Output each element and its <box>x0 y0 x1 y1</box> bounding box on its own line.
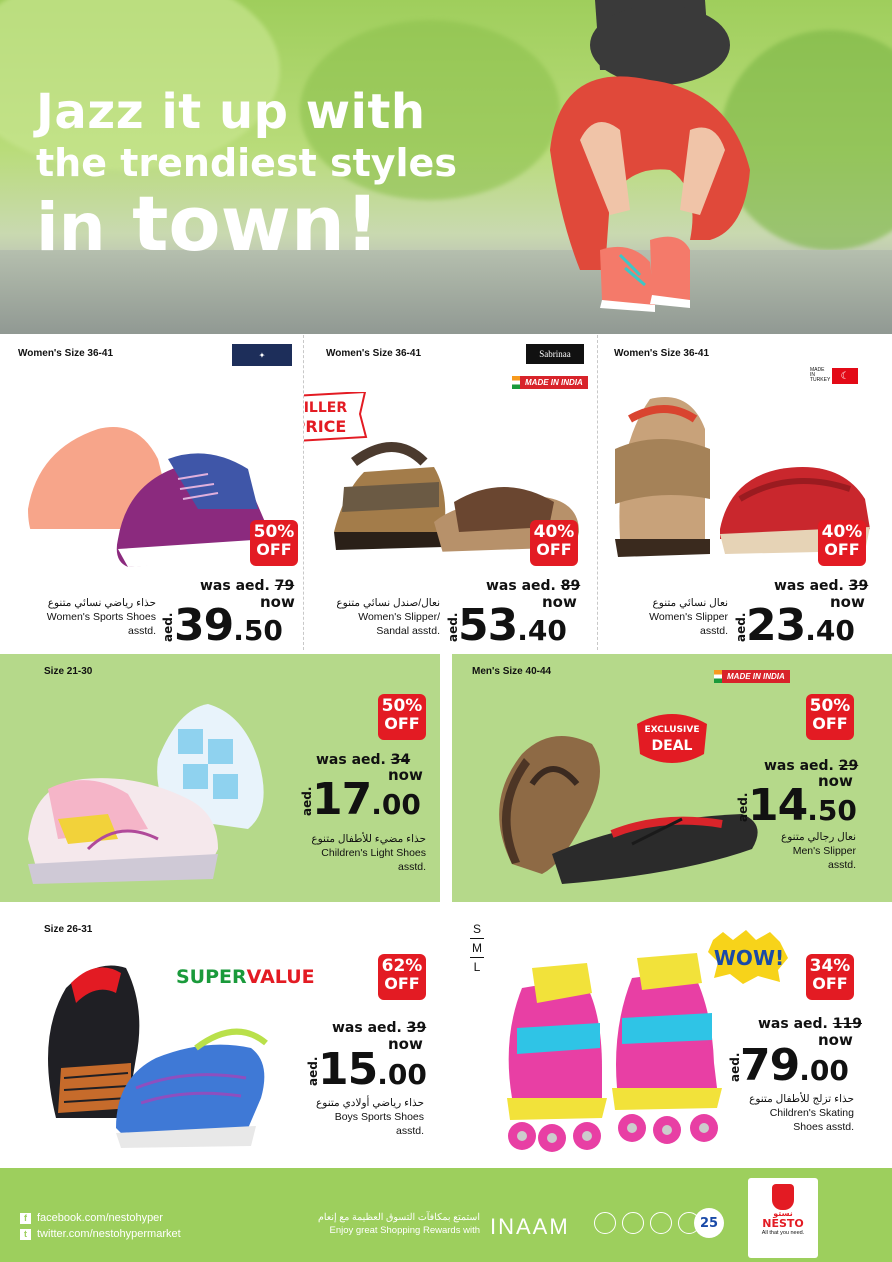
now-label: now <box>818 772 853 790</box>
was-price-value: 29 <box>838 758 859 774</box>
name-english-1: Boys Sports Shoes <box>334 1111 424 1124</box>
now-label: now <box>542 593 577 611</box>
name-arabic: حذاء تزلج للأطفال متنوع <box>749 1093 854 1105</box>
price-decimal: .50 <box>233 614 283 647</box>
discount-percent: 34% <box>809 956 851 976</box>
rewards-arabic: استمتع بمكافآت التسوق العظيمة مع إنعام <box>317 1212 480 1223</box>
was-price-value: 39 <box>406 1020 427 1036</box>
price-decimal: .00 <box>799 1054 849 1087</box>
size-m: M <box>470 938 484 957</box>
product-description <box>738 830 856 873</box>
size-label: Size 26-31 <box>44 924 93 935</box>
twitter-icon: t <box>20 1229 31 1240</box>
facebook-text: facebook.com/nestohyper <box>37 1212 163 1224</box>
now-label: now <box>388 766 423 784</box>
made-in-turkey-label: MADE IN TURKEY <box>810 367 831 383</box>
name-english-2: Sandal asstd. <box>376 625 440 638</box>
product-description <box>8 596 156 639</box>
was-label: was aed. <box>316 752 386 768</box>
brand-logo: ✦ <box>232 344 292 366</box>
name-arabic: حذاء رياضي نسائي متنوع <box>47 597 156 609</box>
product-card-boys-sports-shoes[interactable] <box>0 908 440 1166</box>
was-label: was aed. <box>774 578 844 594</box>
nesto-bag-icon <box>772 1184 794 1210</box>
hero-line-1: Jazz it up with <box>36 84 426 140</box>
footer <box>0 1168 892 1262</box>
discount-percent: 40% <box>533 522 575 542</box>
rewards-text <box>290 1212 480 1238</box>
product-description <box>716 1092 854 1135</box>
was-price-value: 39 <box>848 578 869 594</box>
product-description <box>598 596 728 639</box>
sale-price <box>740 1040 849 1091</box>
now-label: now <box>818 1031 853 1049</box>
now-label: now <box>388 1035 423 1053</box>
exclusive-text: EXCLUSIVE <box>644 725 700 735</box>
light-shoes-image <box>28 699 278 894</box>
name-arabic: حذاء رياضي أولادي متنوع <box>316 1097 424 1109</box>
price-integer: 23 <box>746 600 806 651</box>
name-arabic: حذاء مضيء للأطفال متنوع <box>311 833 426 845</box>
rewards-english: Enjoy great Shopping Rewards with <box>329 1224 480 1236</box>
discount-badge <box>530 520 578 566</box>
product-card-womens-slipper-sandal[interactable] <box>292 334 596 652</box>
was-price <box>332 1020 426 1036</box>
product-card-childrens-skating-shoes[interactable] <box>452 908 892 1166</box>
price-integer: 14 <box>748 780 808 831</box>
price-decimal: .00 <box>377 1058 427 1091</box>
value-text: VALUE <box>246 966 315 988</box>
twitter-text: twitter.com/nestohypermarket <box>37 1228 181 1240</box>
size-label: Women's Size 36-41 <box>326 348 422 359</box>
was-label: was aed. <box>200 578 270 594</box>
was-label: was aed. <box>758 1016 828 1032</box>
currency-label: aed. <box>734 612 748 642</box>
currency-label: aed. <box>736 792 750 822</box>
discount-percent: 50% <box>809 696 851 716</box>
product-description <box>276 1096 424 1139</box>
was-price-value: 79 <box>274 578 295 594</box>
now-label: now <box>830 593 865 611</box>
nesto-tagline: All that you need. <box>761 1230 805 1237</box>
price-decimal: .40 <box>517 614 567 647</box>
turkey-flag-icon: ☾ <box>832 368 858 384</box>
runner-image <box>540 0 760 320</box>
was-price-value: 89 <box>560 578 581 594</box>
price-decimal: .40 <box>805 614 855 647</box>
discount-off: OFF <box>384 974 420 993</box>
discount-off: OFF <box>824 540 860 559</box>
discount-badge <box>250 520 298 566</box>
price-text: PRICE <box>293 417 347 436</box>
name-english-2: asstd. <box>395 1125 424 1138</box>
size-label: Women's Size 36-41 <box>18 348 114 359</box>
price-decimal: .00 <box>371 788 421 821</box>
name-english-1: Children's Light Shoes <box>321 847 426 860</box>
hero-title <box>36 84 457 268</box>
product-card-womens-sports-shoes[interactable] <box>0 334 303 652</box>
size-options <box>470 920 484 976</box>
size-l: L <box>470 957 484 976</box>
hero-banner <box>0 0 892 334</box>
name-arabic: نعال/صندل نسائي متنوع <box>336 597 440 609</box>
was-price <box>200 578 294 594</box>
now-label: now <box>260 593 295 611</box>
sale-price <box>174 600 283 651</box>
skating-shoes-image <box>492 948 752 1160</box>
was-label: was aed. <box>332 1020 402 1036</box>
award-icons <box>594 1212 700 1234</box>
name-english-1: Men's Slipper <box>792 845 856 858</box>
name-arabic: نعال رجالي متنوع <box>780 831 856 843</box>
super-text: SUPER <box>176 966 247 988</box>
discount-off: OFF <box>256 540 292 559</box>
was-price-value: 119 <box>832 1016 862 1032</box>
killer-text: KILLER <box>292 400 348 416</box>
product-description <box>304 596 440 639</box>
was-price <box>758 1016 862 1032</box>
discount-badge <box>806 694 854 740</box>
deal-text: DEAL <box>651 738 693 754</box>
size-label: Men's Size 40-44 <box>472 666 552 677</box>
discount-badge <box>818 520 866 566</box>
inaam-logo: INAAM <box>490 1214 570 1239</box>
was-label: was aed. <box>486 578 556 594</box>
made-in-india-tag: MADE IN INDIA <box>722 670 790 683</box>
size-label: Size 21-30 <box>44 666 93 677</box>
nesto-name: NESTO <box>762 1217 804 1230</box>
twitter-link[interactable] <box>20 1228 181 1240</box>
was-price <box>486 578 580 594</box>
hero-line-2: the trendiest styles <box>36 141 457 185</box>
price-integer: 79 <box>740 1040 800 1091</box>
price-integer: 39 <box>174 600 234 651</box>
was-price <box>774 578 868 594</box>
discount-off: OFF <box>536 540 572 559</box>
brand-logo: Sabrinaa <box>526 344 584 364</box>
discount-off: OFF <box>384 714 420 733</box>
size-label: Women's Size 36-41 <box>614 348 710 359</box>
name-english-2: asstd. <box>397 861 426 874</box>
facebook-link[interactable] <box>20 1212 163 1224</box>
discount-badge <box>806 954 854 1000</box>
price-integer: 53 <box>458 600 518 651</box>
facebook-icon: f <box>20 1213 31 1224</box>
nesto-logo <box>748 1178 818 1258</box>
name-english-2: asstd. <box>827 859 856 872</box>
anniversary-badge: 25 <box>694 1208 724 1238</box>
currency-label: aed. <box>306 1056 320 1086</box>
discount-off: OFF <box>812 974 848 993</box>
product-description <box>286 832 426 875</box>
name-english-1: Children's Skating <box>769 1107 854 1120</box>
discount-percent: 62% <box>381 956 423 976</box>
name-english-1: Women's Sports Shoes <box>46 611 156 624</box>
product-card-childrens-light-shoes[interactable] <box>0 654 440 902</box>
discount-badge <box>378 954 426 1000</box>
name-english-2: asstd. <box>699 625 728 638</box>
hero-line-3-in: in <box>36 189 106 266</box>
discount-percent: 40% <box>821 522 863 542</box>
price-decimal: .50 <box>807 794 857 827</box>
discount-percent: 50% <box>381 696 423 716</box>
sports-shoes-image <box>18 389 278 569</box>
mens-slippers-image <box>482 724 762 894</box>
name-arabic: نعال نسائي متنوع <box>652 597 728 609</box>
name-english-1: Women's Slipper <box>649 611 728 624</box>
award-icon <box>650 1212 672 1234</box>
size-s: S <box>472 922 481 936</box>
name-english-1: Women's Slipper/ <box>358 611 440 624</box>
was-price-value: 34 <box>390 752 411 768</box>
currency-label: aed. <box>300 786 314 816</box>
price-integer: 17 <box>312 774 372 825</box>
award-icon <box>622 1212 644 1234</box>
discount-badge <box>378 694 426 740</box>
sale-price <box>746 600 855 651</box>
currency-label: aed. <box>161 612 175 642</box>
wow-text: WOW! <box>713 946 785 970</box>
product-card-mens-slipper[interactable] <box>452 654 892 902</box>
product-card-womens-slipper[interactable] <box>598 334 892 652</box>
currency-label: aed. <box>446 612 460 642</box>
award-icon <box>594 1212 616 1234</box>
name-english-2: Shoes asstd. <box>793 1121 854 1134</box>
nesto-arabic: نستو <box>773 1209 793 1218</box>
hero-line-3-town: town! <box>132 179 380 268</box>
made-in-india-tag: MADE IN INDIA <box>520 376 588 389</box>
name-english-2: asstd. <box>127 625 156 638</box>
sale-price <box>458 600 567 651</box>
discount-percent: 50% <box>253 522 295 542</box>
currency-label: aed. <box>728 1052 742 1082</box>
hero-line-3 <box>36 179 457 268</box>
was-label: was aed. <box>764 758 834 774</box>
price-integer: 15 <box>318 1044 378 1095</box>
discount-off: OFF <box>812 714 848 733</box>
boys-sports-shoes-image <box>36 948 286 1158</box>
